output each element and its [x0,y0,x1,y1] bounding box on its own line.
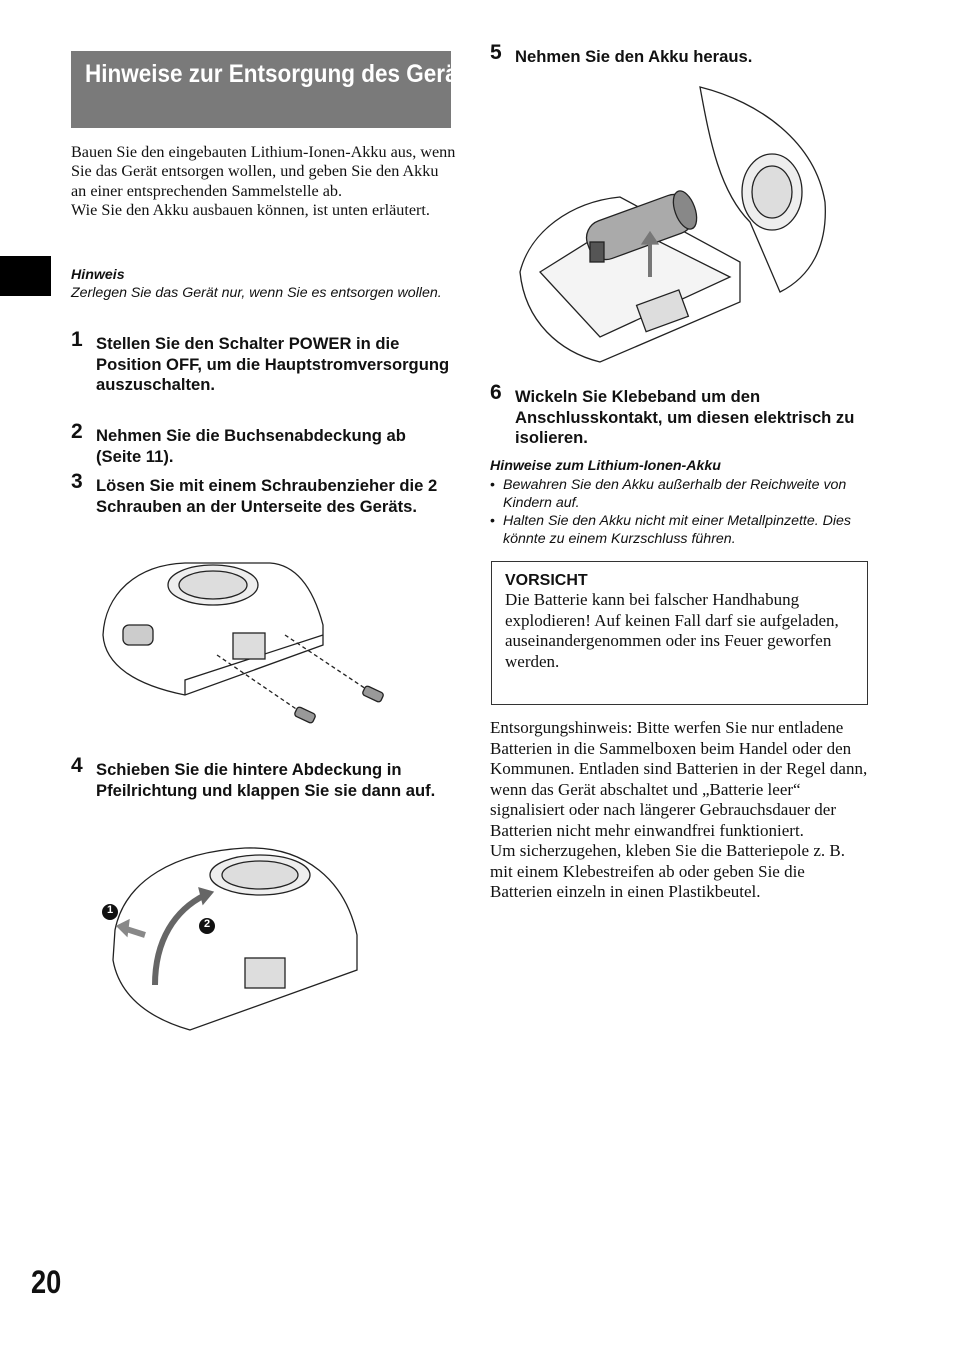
caution-box [491,561,868,705]
battery-notes-title: Hinweise zum Lithium-Ionen-Akku [490,458,721,474]
callout-2-label: 2 [203,918,211,930]
intro-paragraph-1: Bauen Sie den eingebauten Lithium-Ionen-Akku aus, wenn Sie das Gerät entsorgen wollen, und geben Sie den Akku an einer entsprechenden Sammelstelle ab. [71,143,456,200]
step-1 [71,328,451,396]
step-3 [71,470,451,517]
page-number: 20 [31,1264,62,1300]
step-number: 2 [71,420,83,443]
figure-step3-screws [95,555,395,740]
callout-1-label: 1 [106,904,114,916]
note-text: Zerlegen Sie das Gerät nur, wenn Sie es entsorgen wollen. [71,285,442,301]
step-6 [490,381,870,449]
battery-notes-list [490,476,870,548]
disposal-paragraph-1: Entsorgungshinweis: Bitte werfen Sie nur entladene Batterien in die Sammelboxen beim Handel oder den Kommunen. Entladen sind Batterien in der Regel dann, wenn das Gerät abschaltet und „Batterie leer“ signalisiert oder nach längerer Gebrauchsdauer der Batterien nicht mehr einwandfrei funktioniert. [490,718,868,840]
step-5 [490,41,870,68]
step-number: 5 [490,41,502,64]
step-text: Nehmen Sie die Buchsenabdeckung ab (Seite 11). [96,426,406,466]
figure-step4-open-cover [95,840,370,1040]
caution-title: VORSICHT [505,572,588,589]
section-title-box [71,51,478,128]
step-number: 6 [490,381,502,404]
battery-notes-title-block [490,457,870,475]
list-item: • Halten Sie den Akku nicht mit einer Metallpinzette. Dies könnte zu einem Kurzschluss führen. [490,513,852,547]
disposal-paragraph-2: Um sicherzugehen, kleben Sie die Batteriepole z. B. mit einem Klebestreifen ab oder geben Sie die Batterien einzeln in einen Plastikbeutel. [490,841,845,901]
note-block [71,266,446,302]
note-title: Hinweis [71,267,125,283]
list-item-text: Bewahren Sie den Akku außerhalb der Reichweite von Kindern auf. [503,477,847,511]
step-4 [71,754,456,801]
step-number: 4 [71,754,83,777]
section-tab-marker [0,256,51,296]
step-text: Schieben Sie die hintere Abdeckung in Pfeilrichtung und klappen Sie sie dann auf. [96,760,436,800]
step-number: 3 [71,470,83,493]
step-text: Lösen Sie mit einem Schraubenzieher die 2 Schrauben an der Unterseite des Geräts. [96,476,438,516]
figure-step5-battery-removal [510,82,835,372]
intro-text [71,143,456,221]
list-item: • Bewahren Sie den Akku außerhalb der Reichweite von Kindern auf. [490,477,847,511]
caution-text: Die Batterie kann bei falscher Handhabung explodieren! Auf keinen Fall darf sie aufgeladen, auseinandergenommen oder ins Feuer geworfen werden. [505,590,839,671]
disposal-notice [490,718,870,903]
step-text: Nehmen Sie den Akku heraus. [515,47,753,66]
step-2 [71,420,451,467]
step-text: Stellen Sie den Schalter POWER in die Position OFF, um die Hauptstromversorgung auszuschalten. [96,334,450,395]
step-text: Wickeln Sie Klebeband um den Anschlusskontakt, um diesen elektrisch zu isolieren. [515,387,855,448]
page-title: Hinweise zur Entsorgung des Geräts [85,60,478,88]
step-number: 1 [71,328,83,351]
list-item-text: Halten Sie den Akku nicht mit einer Metallpinzette. Dies könnte zu einem Kurzschluss führen. [503,513,852,547]
intro-paragraph-2: Wie Sie den Akku ausbauen können, ist unten erläutert. [71,201,430,220]
